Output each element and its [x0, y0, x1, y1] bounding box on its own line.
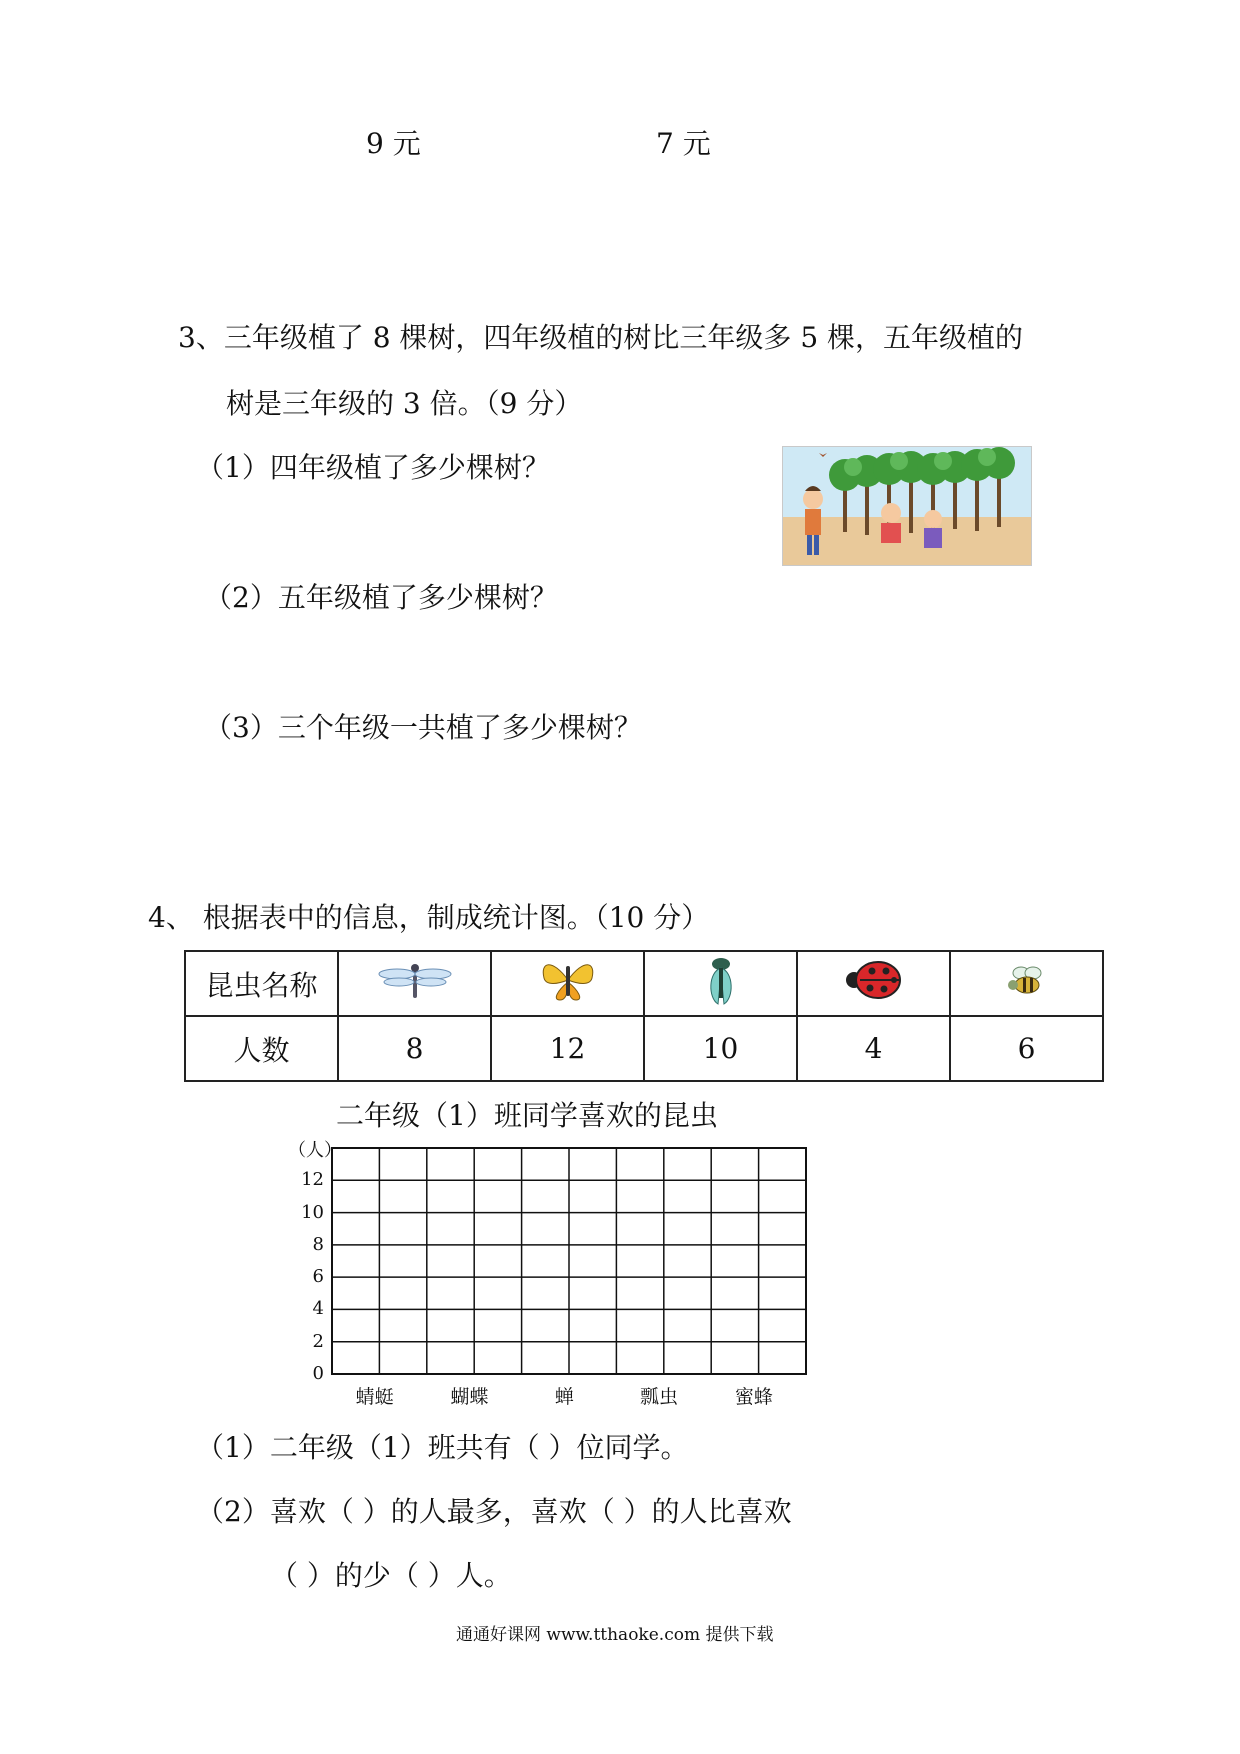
q3-text-line1: 3、三年级植了 8 棵树，四年级植的树比三年级多 5 棵，五年级植的 — [178, 321, 1024, 354]
table-row — [185, 1016, 1103, 1081]
table-row-label-count: 人数 — [185, 1016, 338, 1081]
y-tick-label: 0 — [312, 1363, 324, 1384]
cicada-icon — [704, 954, 738, 1006]
butterfly-icon — [538, 956, 598, 1004]
q3-text-line2: 树是三年级的 3 倍。（9 分） — [226, 387, 583, 420]
count-cell: 4 — [797, 1016, 950, 1081]
bee-cell — [950, 951, 1103, 1016]
count-cell: 6 — [950, 1016, 1103, 1081]
insect-table — [184, 950, 1104, 1082]
dragonfly-cell — [338, 951, 491, 1016]
chart-y-unit: （人） — [288, 1140, 342, 1161]
x-category-label: 瓢虫 — [640, 1386, 679, 1408]
x-category-label: 蝉 — [554, 1386, 574, 1408]
x-category-label: 蜜蜂 — [734, 1386, 773, 1408]
y-tick-label: 6 — [312, 1266, 324, 1288]
y-tick-label: 4 — [312, 1298, 324, 1320]
table-row — [185, 951, 1103, 1016]
y-tick-label: 12 — [301, 1169, 324, 1191]
cicada-cell — [644, 951, 797, 1016]
q4-header: 4、 根据表中的信息，制成统计图。（10 分） — [148, 901, 710, 934]
ladybug-icon — [844, 958, 904, 1002]
table-row-label-names: 昆虫名称 — [185, 951, 338, 1016]
q4-sub1: （1）二年级（1）班共有（ ）位同学。 — [196, 1431, 689, 1464]
q4-sub2-line1: （2）喜欢（ ）的人最多，喜欢（ ）的人比喜欢 — [196, 1495, 792, 1528]
q3-sub1: （1）四年级植了多少棵树？ — [196, 451, 550, 484]
count-cell: 8 — [338, 1016, 491, 1081]
y-tick-label: 2 — [312, 1330, 324, 1352]
dragonfly-icon — [375, 960, 455, 1000]
x-category-label: 蝴蝶 — [450, 1386, 489, 1408]
q3-sub2: （2）五年级植了多少棵树？ — [204, 581, 558, 614]
q4-sub2-line2: （ ）的少（ ）人。 — [270, 1559, 512, 1592]
butterfly-cell — [491, 951, 644, 1016]
count-cell: 12 — [491, 1016, 644, 1081]
y-tick-label: 10 — [301, 1201, 324, 1223]
chart-grid — [330, 1146, 808, 1376]
q3-sub3: （3）三个年级一共植了多少棵树？ — [204, 711, 642, 744]
y-tick-label: 8 — [312, 1233, 324, 1255]
tree-planting-illustration — [782, 446, 1032, 566]
x-category-label: 蜻蜓 — [355, 1386, 394, 1408]
bee-icon — [1005, 963, 1049, 997]
footer-text: 通通好课网 www.tthaoke.com 提供下载 — [456, 1625, 774, 1645]
count-cell: 10 — [644, 1016, 797, 1081]
ladybug-cell — [797, 951, 950, 1016]
chart-title: 二年级（1）班同学喜欢的昆虫 — [336, 1099, 718, 1132]
price-right: 7 元 — [656, 127, 711, 160]
price-left: 9 元 — [366, 127, 421, 160]
